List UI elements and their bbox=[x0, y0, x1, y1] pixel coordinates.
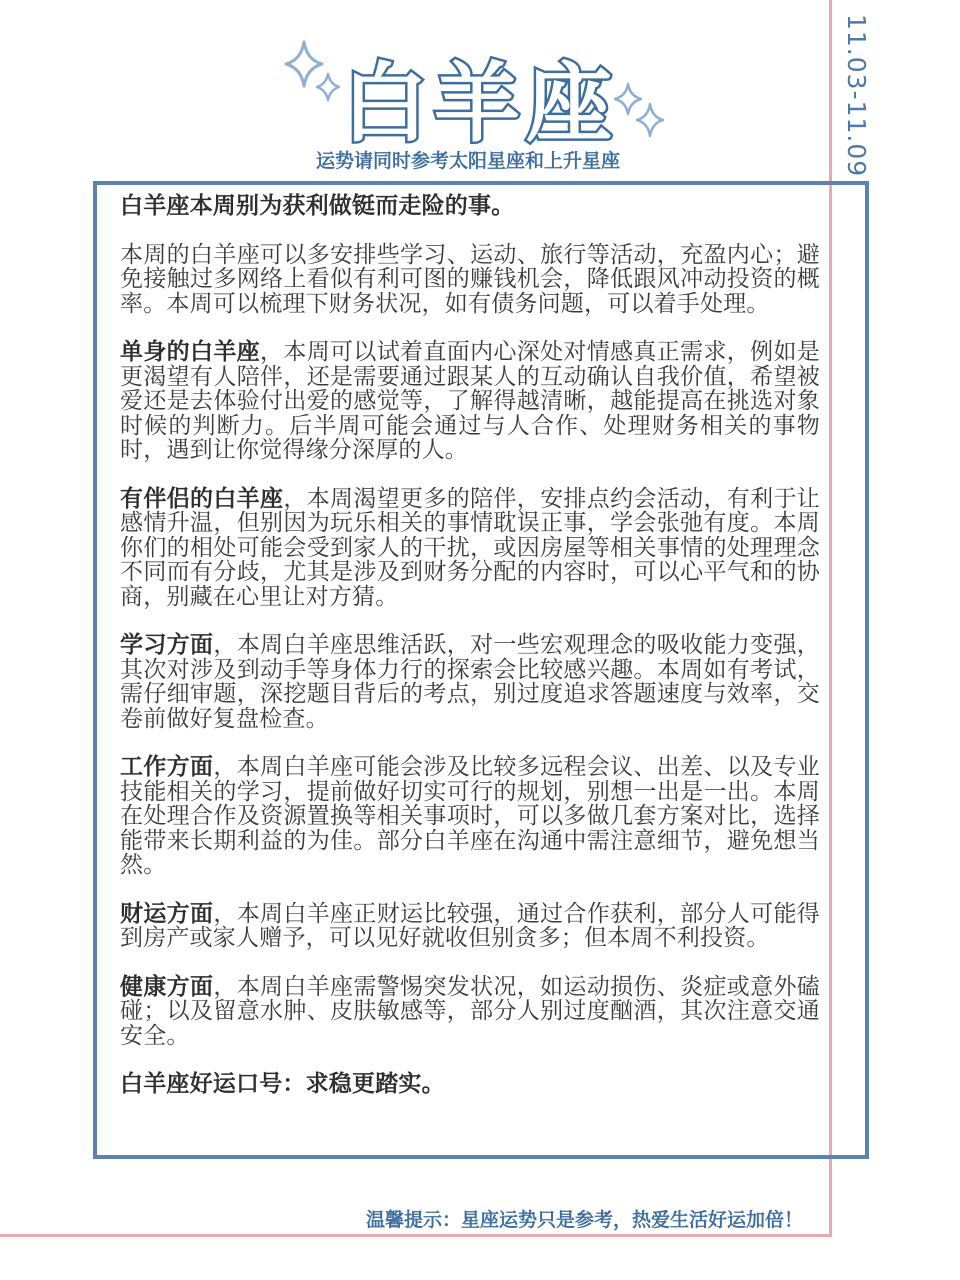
page-subtitle: 运势请同时参考太阳星座和上升星座 bbox=[315, 150, 620, 172]
intro-paragraph: 本周的白羊座可以多安排些学习、运动、旅行等活动，充盈内心；避免接触过多网络上看似有利可图的赚钱机会，降低跟风冲动投资的概率。本周可以梳理下财务状况，如有债务问题，可以着手处理。 bbox=[120, 241, 820, 317]
section-label: 学习方面 bbox=[120, 632, 214, 658]
section-couple: 有伴侣的白羊座，本周渴望更多的陪伴，安排点约会活动，有利于让感情升温，但别因为玩乐相关的事情耽误正事，学会张弛有度。本周你们的相处可能会受到家人的干扰，或因房屋等相关事情的处理理念不同而有分歧，尤其是涉及到财务分配的内容时，可以心平气和的协商，别藏在心里让对方猜。 bbox=[120, 485, 820, 610]
section-label: 有伴侣的白羊座 bbox=[120, 485, 284, 512]
section-label: 工作方面 bbox=[120, 754, 214, 780]
slogan: 白羊座好运口号：求稳更踏实。 bbox=[120, 1071, 445, 1097]
footer-tip: 温馨提示：星座运势只是参考，热爱生活好运加倍！ bbox=[366, 1209, 804, 1231]
date-range: 11.03-11.09 bbox=[842, 14, 871, 178]
section-wealth: 财运方面，本周白羊座正财运比较强，通过合作获利，部分人可能得到房产或家人赠予，可以见好就收但别贪多；但本周不利投资。 bbox=[120, 900, 820, 951]
headline: 白羊座本周别为获利做铤而走险的事。 bbox=[120, 193, 515, 219]
section-label: 财运方面 bbox=[120, 900, 214, 927]
section-work: 工作方面，本周白羊座可能会涉及比较多远程会议、出差、以及专业技能相关的学习，提前做好切实可行的规划，别想一出是一出。本周在处理合作及资源置换等相关事项时，可以多做几套方案对比，选择能带来长期利益的为佳。部分白羊座在沟通中需注意细节，避免想当然。 bbox=[120, 754, 820, 878]
horoscope-content bbox=[120, 194, 820, 1121]
page-title: 白羊座 bbox=[342, 54, 618, 154]
section-study: 学习方面，本周白羊座思维活跃，对一些宏观理念的吸收能力变强，其次对涉及到动手等身体力行的探索会比较感兴趣。本周如有考试，需仔细审题，深挖题目背后的考点，别过度追求答题速度与效率，交卷前做好复盘检查。 bbox=[120, 632, 820, 732]
section-single: 单身的白羊座，本周可以试着直面内心深处对情感真正需求，例如是更渴望有人陪伴，还是需要通过跟某人的互动确认自我价值，希望被爱还是去体验付出爱的感觉等，了解得越清晰，越能提高在挑选对象时候的判断力。后半周可能会通过与人合作、处理财务相关的事物时，遇到让你觉得缘分深厚的人。 bbox=[120, 339, 820, 463]
section-label: 单身的白羊座 bbox=[120, 339, 261, 365]
section-label: 健康方面 bbox=[120, 973, 214, 1000]
decorative-horizontal-line bbox=[0, 1234, 832, 1237]
section-health: 健康方面，本周白羊座需警惕突发状况，如运动损伤、炎症或意外磕碰；以及留意水肿、皮肤敏感等，部分人别过度酗酒，其次注意交通安全。 bbox=[120, 973, 820, 1049]
